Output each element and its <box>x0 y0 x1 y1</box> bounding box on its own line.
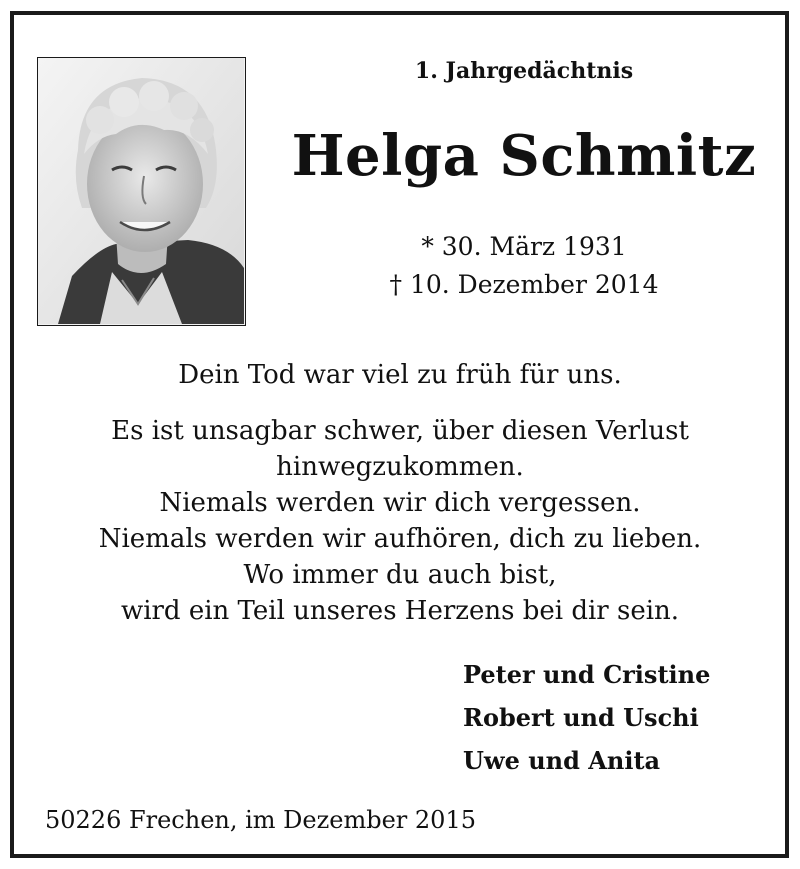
signers <box>463 653 710 782</box>
birth-date: * 30. März 1931 <box>421 232 627 261</box>
poem-line: wird ein Teil unseres Herzens bei dir sein. <box>120 596 680 626</box>
anniversary-heading: 1. Jahrgedächtnis <box>414 58 634 84</box>
lead-sentence: Dein Tod war viel zu früh für uns. <box>178 360 622 390</box>
death-date: † 10. Dezember 2014 <box>389 270 659 299</box>
signer-name: Peter und Cristine <box>463 660 711 689</box>
poem-line: Es ist unsagbar schwer, über diesen Verlust <box>111 416 689 446</box>
poem <box>14 413 786 629</box>
portrait-photo <box>37 57 246 326</box>
poem-line: Niemals werden wir dich vergessen. <box>159 488 641 518</box>
poem-line: hinwegzukommen. <box>276 452 524 482</box>
poem-line: Wo immer du auch bist, <box>243 560 557 590</box>
poem-line: Niemals werden wir aufhören, dich zu lieben. <box>98 524 702 554</box>
signer-name: Uwe und Anita <box>463 746 661 775</box>
life-dates <box>258 228 790 304</box>
deceased-name: Helga Schmitz <box>291 123 757 189</box>
place-date: 50226 Frechen, im Dezember 2015 <box>45 806 476 834</box>
signer-name: Robert und Uschi <box>463 703 699 732</box>
